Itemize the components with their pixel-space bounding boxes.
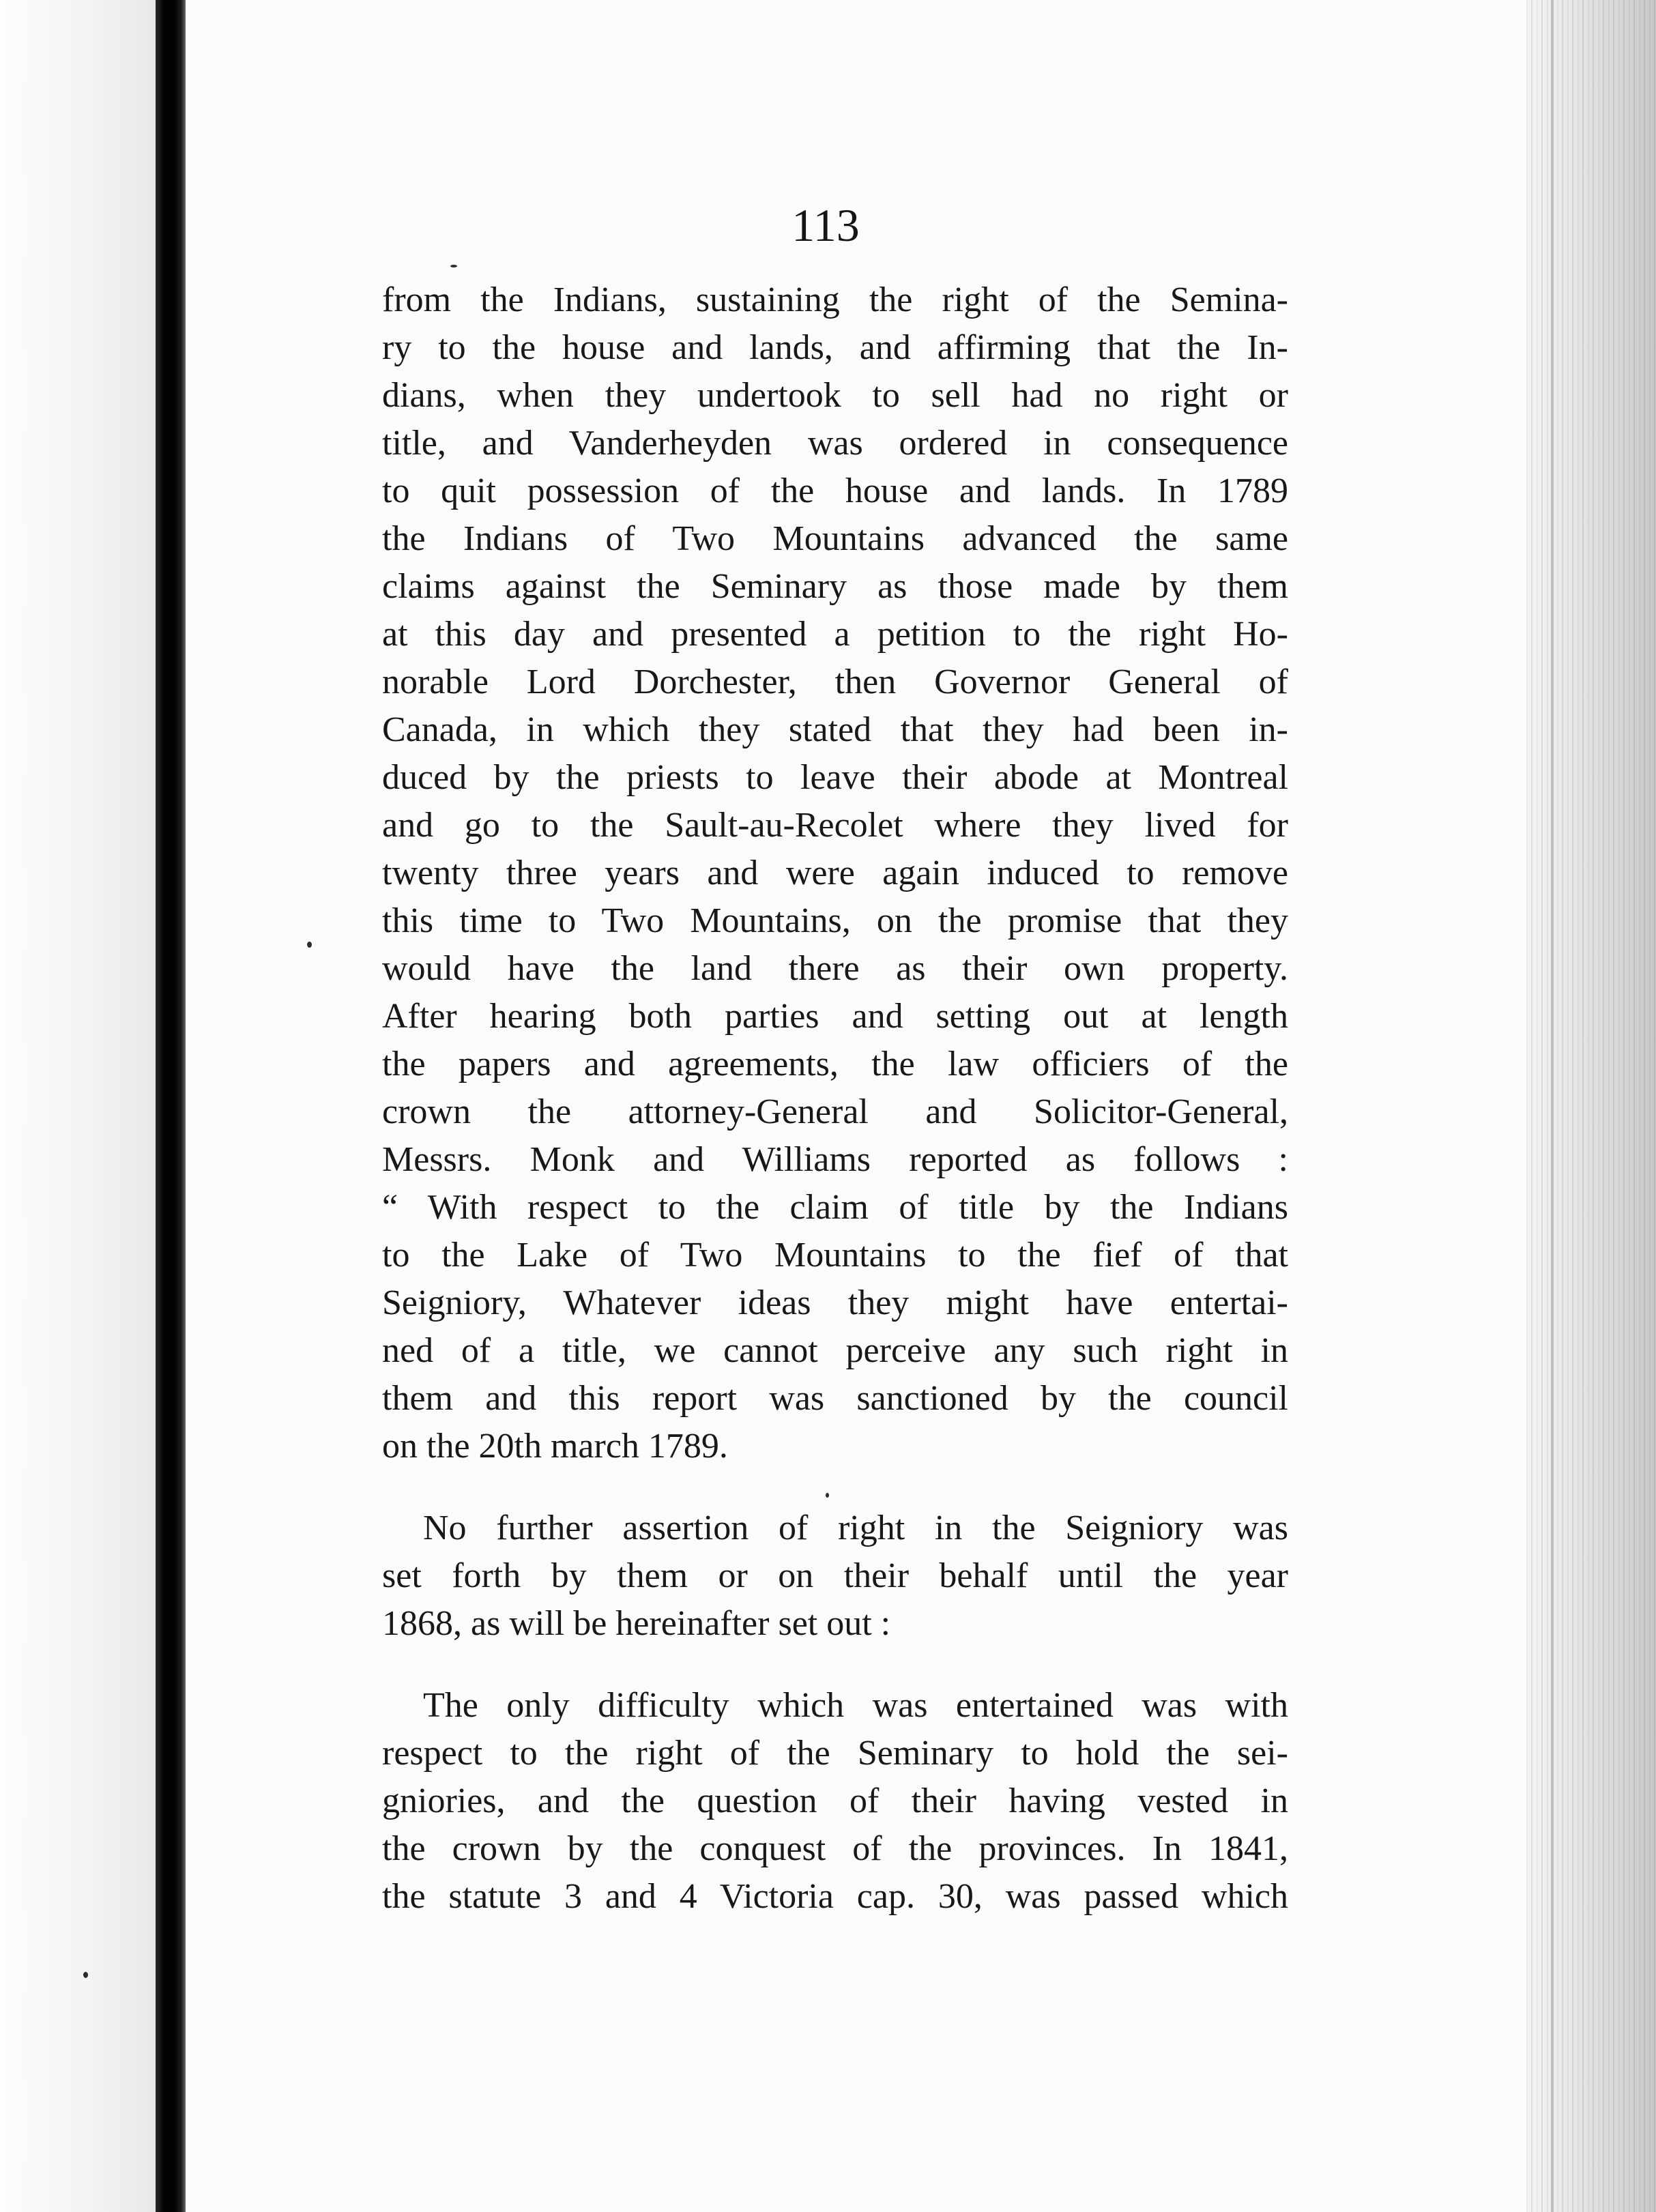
- scan-speck: [450, 265, 457, 267]
- text-line: the papers and agreements, the law officiers of the: [382, 1045, 1288, 1083]
- left-scan-margin: [0, 0, 156, 2212]
- scan-speck: [83, 1972, 88, 1978]
- body-text: [382, 276, 1288, 1921]
- text-line: from the Indians, sustaining the right of the Semina-: [382, 280, 1288, 319]
- paragraph-3: [382, 1682, 1288, 1921]
- text-line: crown the attorney-General and Solicitor-General,: [382, 1092, 1288, 1131]
- scan-speck: [307, 942, 312, 948]
- text-line: the statute 3 and 4 Victoria cap. 30, was passed which: [382, 1877, 1288, 1916]
- text-line: respect to the right of the Seminary to hold the sei-: [382, 1734, 1288, 1773]
- paragraph-2: [382, 1504, 1288, 1648]
- text-line: title, and Vanderheyden was ordered in consequence: [382, 424, 1288, 463]
- text-line: dians, when they undertook to sell had no right or: [382, 376, 1288, 415]
- text-line: Messrs. Monk and Williams reported as follows :: [382, 1140, 1288, 1179]
- text-line: Seigniory, Whatever ideas they might have entertai-: [382, 1283, 1288, 1322]
- text-line: to quit possession of the house and lands. In 1789: [382, 471, 1288, 510]
- text-line: 1868, as will be hereinafter set out :: [382, 1604, 891, 1643]
- page-edge-line: [1551, 0, 1554, 2212]
- text-line: “ With respect to the claim of title by the Indians: [382, 1188, 1288, 1227]
- text-line: this time to Two Mountains, on the promise that they: [382, 901, 1288, 940]
- text-line: on the 20th march 1789.: [382, 1427, 728, 1466]
- page-number: 113: [791, 199, 860, 251]
- text-line: claims against the Seminary as those made by them: [382, 567, 1288, 606]
- text-line: norable Lord Dorchester, then Governor General of: [382, 663, 1288, 701]
- text-line: Canada, in which they stated that they had been in-: [382, 710, 1288, 749]
- text-line: ry to the house and lands, and affirming that the In-: [382, 328, 1288, 367]
- text-line: them and this report was sanctioned by the council: [382, 1379, 1288, 1418]
- text-line: the crown by the conquest of the provinces. In 1841,: [382, 1829, 1288, 1868]
- text-line: twenty three years and were again induced to remove: [382, 854, 1288, 892]
- text-line: After hearing both parties and setting out at length: [382, 997, 1288, 1036]
- text-line: The only difficulty which was entertained was with: [423, 1686, 1288, 1725]
- page-stack-edge: [1526, 0, 1656, 2212]
- text-line: No further assertion of right in the Seigniory was: [423, 1509, 1288, 1547]
- text-line: to the Lake of Two Mountains to the fief of that: [382, 1236, 1288, 1275]
- text-line: and go to the Sault-au-Recolet where they lived for: [382, 806, 1288, 845]
- text-line: ned of a title, we cannot perceive any such right in: [382, 1331, 1288, 1370]
- binding-edge: [156, 0, 186, 2212]
- text-line: duced by the priests to leave their abode at Montreal: [382, 758, 1288, 797]
- paragraph-1: [382, 276, 1288, 1470]
- text-line: would have the land there as their own property.: [382, 949, 1288, 988]
- text-line: the Indians of Two Mountains advanced the same: [382, 519, 1288, 558]
- text-line: set forth by them or on their behalf until the year: [382, 1556, 1288, 1595]
- text-line: gniories, and the question of their having vested in: [382, 1781, 1288, 1820]
- text-line: at this day and presented a petition to the right Ho-: [382, 615, 1288, 654]
